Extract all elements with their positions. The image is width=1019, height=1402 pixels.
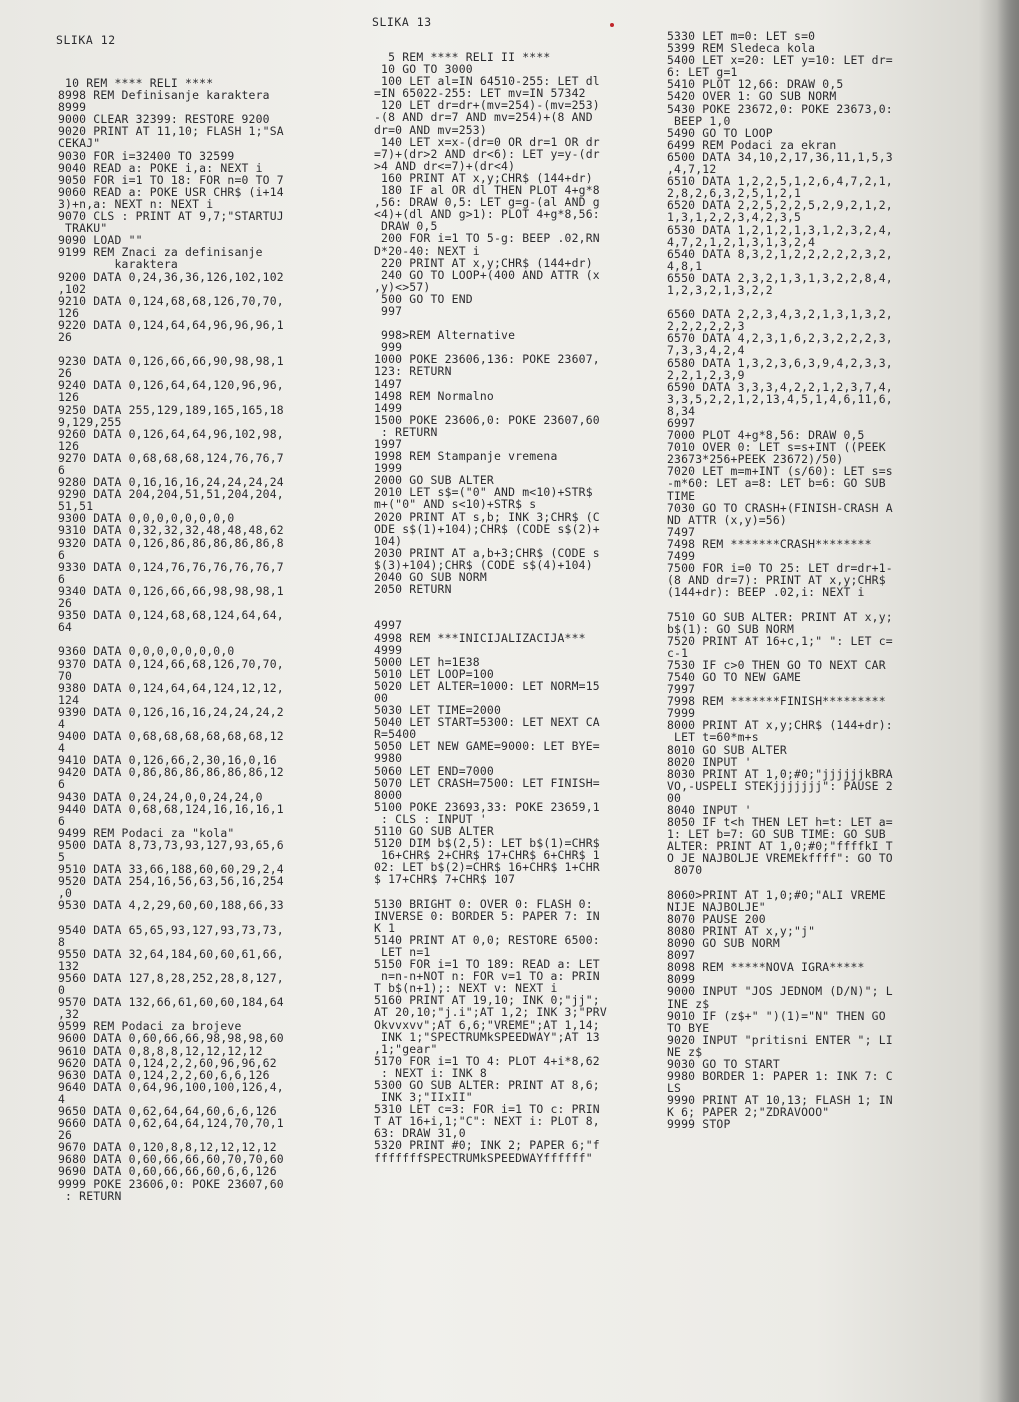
code-line: 6530 DATA 1,2,1,2,1,3,1,2,3,2,4, [667,222,893,237]
code-line: 9650 DATA 0,62,64,64,60,6,6,126 [58,1103,277,1118]
code-line: 9050 FOR i=1 TO 18: FOR n=0 TO 7 [58,172,284,187]
code-line: 9010 IF (z$+" ")(1)="N" THEN GO [667,1008,886,1023]
code-line: : CLS : INPUT ' [374,811,487,826]
code-line: 6550 DATA 2,3,2,1,3,1,3,2,2,8,4, [667,270,893,285]
code-line: : RETURN [58,1188,122,1203]
code-line: -m*60: LET a=8: LET b=6: GO SUB [667,476,886,491]
code-line: 9999 POKE 23606,0: POKE 23607,60 [58,1176,284,1191]
code-line: 9210 DATA 0,124,68,68,126,70,70, [58,293,284,308]
code-line: 180 IF al OR dl THEN PLOT 4+g*8 [374,183,600,198]
code-line: 8070 PAUSE 200 [667,911,766,926]
code-line: 9620 DATA 0,124,2,2,60,96,96,62 [58,1055,277,1070]
code-line: 9500 DATA 8,73,73,93,127,93,65,6 [58,837,284,852]
code-line: >4 AND dr<=7)+(dr<4) [374,158,516,173]
code-line: 5050 LET NEW GAME=9000: LET BYE= [374,739,600,754]
code-line: ,56: DRAW 0,5: LET g=g-(al AND g [374,195,600,210]
code-line: 23673*256+PEEK 23672)/50) [667,452,844,467]
code-line: O JE NAJBOLJE VREMEkffff": GO TO [667,851,893,866]
code-line: 9640 DATA 0,64,96,100,100,126,4, [58,1079,284,1094]
code-line: $ 17+CHR$ 7+CHR$ 107 [374,872,516,887]
code-line [58,911,284,923]
code-line: 7520 PRINT AT 16+c,1;" ": LET c= [667,633,893,648]
code-line: 9400 DATA 0,68,68,68,68,68,68,12 [58,729,284,744]
code-line: 7020 LET m=m+INT (s/60): LET s=s [667,464,893,479]
code-line: 8070 [667,863,703,878]
code-line: 5150 FOR i=1 TO 189: READ a: LET [374,957,600,972]
code-line: 1999 [374,461,403,476]
code-line: 9690 DATA 0,60,66,66,60,6,6,126 [58,1164,277,1179]
code-line: 7530 IF c>0 THEN GO TO NEXT CAR [667,657,886,672]
code-line: 4 [58,716,66,731]
code-line: 6540 DATA 8,3,2,1,2,2,2,2,2,3,2, [667,246,893,261]
code-line: 140 LET x=x-(dr=0 OR dr=1 OR dr [374,134,600,149]
code-line: 9320 DATA 0,126,86,86,86,86,86,8 [58,535,284,550]
code-line: INK 3;"IIxII" [374,1090,473,1105]
code-line: 8010 GO SUB ALTER [667,742,787,757]
code-line: 7,3,3,4,2,4 [667,343,745,358]
code-line: T AT 16+i,1;"C": NEXT i: PLOT 8, [374,1114,600,1129]
code-line: 64 [58,620,73,635]
code-line: 5060 LET END=7000 [374,763,494,778]
code-line: 6590 DATA 3,3,3,4,2,2,1,2,3,7,4, [667,379,893,394]
code-line: 1998 REM Stampanje vremena [374,449,558,464]
code-line: 5160 PRINT AT 19,10; INK 0;"jj"; [374,993,600,1008]
code-line: 4,7,2,1,2,1,3,1,3,2,4 [667,234,816,249]
code-line: 9540 DATA 65,65,93,127,93,73,73, [58,922,284,937]
code-line: 4997 [374,618,403,633]
code-line: 51,51 [58,499,94,514]
code-line: : RETURN [374,424,438,439]
code-line: 5300 GO SUB ALTER: PRINT AT 8,6; [374,1077,600,1092]
code-line: R=5400 [374,727,417,742]
code-line: ND ATTR (x,y)=56) [667,512,787,527]
code-line: 26 [58,366,73,381]
code-line: 123: RETURN [374,364,452,379]
code-line: 00 [667,790,682,805]
code-line: 7498 REM *******CRASH******** [667,536,872,551]
code-line: 9000 INPUT "JOS JEDNOM (D/N)"; L [667,984,893,999]
code-line: 4 [58,741,66,756]
code-line: b$(1): GO SUB NORM [667,621,795,636]
code-line: 9630 DATA 0,124,2,2,60,6,6,126 [58,1067,270,1082]
code-line: 8000 PRINT AT x,y;CHR$ (144+dr): [667,718,893,733]
code-line: CEKAJ" [58,136,101,151]
code-line: 4999 [374,642,403,657]
code-line: 3,3,5,2,2,1,2,13,4,5,1,4,6,11,6, [667,391,893,406]
code-line: 9560 DATA 127,8,28,252,28,8,127, [58,970,284,985]
code-line: 5310 LET c=3: FOR i=1 TO c: PRIN [374,1102,600,1117]
code-line: 8000 [374,787,403,802]
code-line: 1497 [374,376,403,391]
code-line: 5010 LET LOOP=100 [374,666,494,681]
code-line: 1499 [374,400,403,415]
code-line: 5120 DIM b$(2,5): LET b$(1)=CHR$ [374,836,600,851]
code-line: 2030 PRINT AT a,b+3;CHR$ (CODE s [374,545,600,560]
code-line: 240 GO TO LOOP+(400 AND ATTR (x [374,267,600,282]
code-line: ,4,7,12 [667,162,717,177]
code-line: 2,2,1,2,3,9 [667,367,745,382]
code-line: 1: LET b=7: GO SUB TIME: GO SUB [667,827,886,842]
code-line: 9300 DATA 0,0,0,0,0,0,0,0 [58,511,235,526]
code-line: 126 [58,438,80,453]
code-line: 9370 DATA 0,124,66,68,126,70,70, [58,656,284,671]
code-line: 9290 DATA 204,204,51,51,204,204, [58,487,284,502]
code-line: 9599 REM Podaci za brojeve [58,1019,242,1034]
code-line: 7010 OVER 0: LET s=s+INT ((PEEK [667,440,886,455]
code-line: 10 REM **** RELI **** [58,76,214,90]
code-line: 998>REM Alternative [374,328,516,343]
code-line: 9220 DATA 0,124,64,64,96,96,96,1 [58,317,284,332]
code-line: 5100 POKE 23693,33: POKE 23659,1 [374,799,600,814]
code-line: 1997 [374,437,403,451]
code-line: 9550 DATA 32,64,184,60,60,61,66, [58,946,284,961]
code-line: 9060 READ a: POKE USR CHR$ (i+14 [58,184,284,199]
code-line: BEEP 1,0 [667,113,731,128]
code-line: 8 [58,934,66,949]
code-line: m+("0" AND s<10)+STR$ s [374,497,537,512]
code-line: AT 20,10;"j.i";AT 1,2; INK 3;"PRV [374,1005,607,1020]
code-line [374,607,607,619]
code-line: c-1 [667,645,689,660]
code-line: 9280 DATA 0,16,16,16,24,24,24,24 [58,475,284,490]
code-line: 9330 DATA 0,124,76,76,76,76,76,7 [58,559,284,574]
code-line: 9030 FOR i=32400 TO 32599 [58,148,235,163]
code-line: 9520 DATA 254,16,56,63,56,16,254 [58,874,284,889]
code-line: 120 LET dr=dr+(mv=254)-(mv=253) [374,98,600,113]
code-line: fffffffSPECTRUMkSPEEDWAYffffff" [374,1150,593,1165]
code-line: 4,8,1 [667,258,703,273]
code-line: 9260 DATA 0,126,64,64,96,102,98, [58,426,284,441]
code-line: 5170 FOR i=1 TO 4: PLOT 4+i*8,62 [374,1053,600,1068]
code-line: 8050 IF t<h THEN LET h=t: LET a= [667,815,893,830]
code-line: ALTER: PRINT AT 1,0;#0;"ffffkI T [667,839,893,854]
code-line: 126 [58,305,80,320]
code-line: =IN 65022-255: LET mv=IN 57342 [374,86,586,101]
code-line: 1,2,3,2,1,3,2,2 [667,282,773,297]
code-line: 9090 LOAD "" [58,233,143,248]
code-line: 5430 POKE 23672,0: POKE 23673,0: [667,101,893,116]
code-line: 104) [374,533,403,548]
code-line: 5490 GO TO LOOP [667,125,773,140]
code-line: 7998 REM *******FINISH********* [667,694,886,709]
code-line: 7997 [667,682,696,697]
code-line: 63: DRAW 31,0 [374,1126,466,1141]
code-line: 9670 DATA 0,120,8,8,12,12,12,12 [58,1140,277,1155]
code-line: VO,-USPELI STEKjjjjjjj": PAUSE 2 [667,778,893,793]
code-line: 132 [58,958,80,973]
code-line: 9360 DATA 0,0,0,0,0,0,0,0 [58,644,235,659]
code-line: 00 [374,690,389,705]
code-line: TO BYE [667,1020,710,1035]
code-line: 8020 INPUT ' [667,754,752,769]
code-line: 9600 DATA 0,60,66,66,98,98,98,60 [58,1031,284,1046]
code-line: 9680 DATA 0,60,66,66,60,70,70,60 [58,1152,284,1167]
code-line: : NEXT i: INK 8 [374,1065,487,1080]
code-line: ,y)<>57) [374,279,431,294]
code-line: 26 [58,329,73,344]
code-line: ,1;"gear" [374,1041,438,1056]
code-line: 6510 DATA 1,2,2,5,1,2,6,4,7,2,1, [667,174,893,189]
code-line: ,102 [58,281,87,296]
code-line: 7499 [667,549,696,564]
code-line: 26 [58,1128,73,1143]
code-line: ODE s$(1)+104);CHR$ (CODE s$(2)+ [374,521,600,536]
code-line: n=n-n+NOT n: FOR v=1 TO a: PRIN [374,969,600,984]
code-line: INE z$ [667,996,710,1011]
code-line: 5110 GO SUB ALTER [374,824,494,838]
code-line: LS [667,1081,682,1096]
code-line: karaktera [58,257,178,272]
code-line: 6580 DATA 1,3,2,3,6,3,9,4,2,3,3, [667,355,893,370]
code-line: D*20-40: NEXT i [374,243,480,258]
code-line: INK 1;"SPECTRUMkSPEEDWAY";AT 13 [374,1029,600,1044]
code-line: 4 [58,1091,66,1106]
code-line: 6 [58,547,66,562]
code-line: 2040 GO SUB NORM [374,570,487,585]
code-line: 9,129,255 [58,414,122,429]
code-line: ,32 [58,1007,80,1022]
code-line: 7000 PLOT 4+g*8,56: DRAW 0,5 [667,428,865,443]
code-line: 2010 LET s$=("0" AND m<10)+STR$ [374,485,593,500]
code-line: 8998 REM Definisanje karaktera [58,88,270,103]
code-line: 8080 PRINT AT x,y;"j" [667,923,816,938]
code-line: INVERSE 0: BORDER 5: PAPER 7: IN [374,908,600,923]
code-line: 6: LET g=1 [667,65,738,80]
code-line [374,595,607,607]
code-line: 7540 GO TO NEW GAME [667,669,802,684]
code-line: 500 GO TO END [374,291,473,306]
code-line: 220 PRINT AT x,y;CHR$ (144+dr) [374,255,593,270]
code-line: 7500 FOR i=0 TO 25: LET dr=dr+1- [667,561,893,576]
code-line: dr=0 AND mv=253) [374,122,487,137]
code-line: 02: LET b$(2)=CHR$ 16+CHR$ 1+CHR [374,860,600,875]
code-line: 9380 DATA 0,124,64,64,124,12,12, [58,680,284,695]
code-line: =7)+(dr>2 AND dr<6): LET y=y-(dr [374,146,600,161]
code-line: 9530 DATA 4,2,29,60,60,188,66,33 [58,898,284,913]
ink-spot [610,23,614,27]
code-line: K 6; PAPER 2;"ZDRAVOOO" [667,1105,830,1120]
code-line: LET n=1 [374,944,431,959]
code-line: 5400 LET x=20: LET y=10: LET dr= [667,53,893,68]
code-line: 0 [58,983,66,998]
code-line: 9070 CLS : PRINT AT 9,7;"STARTUJ [58,209,284,224]
code-line: 9570 DATA 132,66,61,60,60,184,64 [58,995,284,1010]
code-line: 5070 LET CRASH=7500: LET FINISH= [374,775,600,790]
code-line: 9200 DATA 0,24,36,36,126,102,102 [58,269,284,284]
code-line: 8040 INPUT ' [667,803,752,817]
code-line: (144+dr): BEEP .02,i: NEXT i [667,585,865,600]
code-line: TIME [667,488,696,503]
code-line: 16+CHR$ 2+CHR$ 17+CHR$ 6+CHR$ 1 [374,848,600,863]
code-line: 200 FOR i=1 TO 5-g: BEEP .02,RN [374,231,600,246]
code-line: 9000 CLEAR 32399: RESTORE 9200 [58,112,270,127]
code-line: 9350 DATA 0,124,68,68,124,64,64, [58,608,284,623]
code-line: $(3)+104);CHR$ (CODE s$(4)+104) [374,557,593,572]
code-line: (8 AND dr=7): PRINT AT x,y;CHR$ [667,573,886,588]
code-line: 9430 DATA 0,24,24,0,0,24,24,0 [58,789,263,804]
code-line: 6 [58,813,66,828]
code-line: 9030 GO TO START [667,1056,780,1071]
code-line: 9250 DATA 255,129,189,165,165,18 [58,402,284,417]
code-line: 5410 PLOT 12,66: DRAW 0,5 [667,77,844,92]
code-line: 6 [58,463,66,477]
code-line: <4)+(dl AND g>1): PLOT 4+g*8,56: [374,207,600,222]
code-line: T b$(n+1);: NEXT v: NEXT i [374,981,558,996]
code-line: 8999 [58,100,87,115]
code-line: 9020 INPUT "pritisni ENTER "; LI [667,1032,893,1047]
code-line: 6560 DATA 2,2,3,4,3,2,1,3,1,3,2, [667,307,893,322]
code-line: 1,3,1,2,2,3,4,2,3,5 [667,210,802,225]
code-line: 9980 [374,751,403,766]
code-line: 7497 [667,524,696,539]
code-line: 9199 REM Znaci za definisanje [58,245,263,260]
code-line: 5030 LET TIME=2000 [374,703,502,718]
code-line: 160 PRINT AT x,y;CHR$ (144+dr) [374,170,593,185]
code-line: 9310 DATA 0,32,32,32,48,48,48,62 [58,523,284,538]
code-line: 5 [58,850,66,864]
code-line: 9610 DATA 0,8,8,8,12,12,12,12 [58,1043,263,1058]
code-line [667,877,893,889]
code-line: 1498 REM Normalno [374,388,494,403]
code-line: 997 [374,303,403,318]
code-line: 1000 POKE 23606,136: POKE 23607, [374,352,600,367]
code-line: 2020 PRINT AT s,b; INK 3;CHR$ (C [374,509,600,524]
code-line: Okvvxvv";AT 6,6;"VREME";AT 1,14; [374,1017,600,1032]
code-line: 6520 DATA 2,2,5,2,2,5,2,9,2,1,2, [667,198,893,213]
code-line: 8099 [667,972,696,987]
code-line: 9410 DATA 0,126,66,2,30,16,0,16 [58,753,277,768]
code-line: DRAW 0,5 [374,219,438,234]
code-line: 9270 DATA 0,68,68,68,124,76,76,7 [58,450,284,465]
code-line: 6 [58,571,66,586]
code-line: 9990 PRINT AT 10,13; FLASH 1; IN [667,1093,893,1108]
code-line: 9230 DATA 0,126,66,66,90,98,98,1 [58,354,284,369]
code-line: NE z$ [667,1044,703,1059]
code-line [374,885,607,897]
code-line: 100 LET al=IN 64510-255: LET dl [374,74,600,89]
code-line: 9999 STOP [667,1117,731,1132]
code-line: 5320 PRINT #0; INK 2; PAPER 6;"f [374,1138,600,1153]
code-line: 5130 BRIGHT 0: OVER 0: FLASH 0: [374,896,593,911]
code-line: 2000 GO SUB ALTER [374,473,494,488]
code-line: 9040 READ a: POKE i,a: NEXT i [58,160,263,175]
code-line: 6997 [667,416,696,430]
code-line: TRAKU" [58,221,108,236]
code-line: 9980 BORDER 1: PAPER 1: INK 7: C [667,1069,893,1084]
listing-column-middle [374,51,607,1164]
code-line: 5 REM **** RELI II **** [374,50,551,64]
code-line: 9240 DATA 0,126,64,64,120,96,96, [58,378,284,393]
code-line: 8098 REM *****NOVA IGRA***** [667,960,865,975]
listing-column-right [667,30,893,1131]
code-line: 9390 DATA 0,126,16,16,24,24,24,2 [58,704,284,719]
code-line: 9499 REM Podaci za "kola" [58,825,235,840]
code-line: 9660 DATA 0,62,64,64,124,70,70,1 [58,1116,284,1131]
code-line: 10 GO TO 3000 [374,62,473,77]
code-line: 126 [58,390,80,405]
code-line: 6499 REM Podaci za ekran [667,137,837,152]
code-line: 6 [58,777,66,792]
code-line: 9020 PRINT AT 11,10; FLASH 1;"SA [58,124,284,139]
code-line: 7030 GO TO CRASH+(FINISH-CRASH A [667,500,893,515]
code-line: K 1 [374,920,396,935]
code-line: 2,2,2,2,2,3 [667,319,745,334]
code-line: 5140 PRINT AT 0,0; RESTORE 6500: [374,932,600,947]
code-line: 9510 DATA 33,66,188,60,60,29,2,4 [58,862,284,877]
code-line: 3)+n,a: NEXT n: NEXT i [58,196,214,211]
code-line: LET t=60*m+s [667,730,759,745]
listing-column-left [58,77,284,1202]
code-line: 2050 RETURN [374,582,452,597]
code-line: 8060>PRINT AT 1,0;#0;"ALI VREME [667,887,886,902]
code-line: 5020 LET ALTER=1000: LET NORM=15 [374,678,600,693]
code-line: 1500 POKE 23606,0: POKE 23607,60 [374,412,600,427]
code-line: 2,8,2,6,3,2,5,1,2,1 [667,186,802,201]
code-line: 5399 REM Sledeca kola [667,41,816,56]
code-line: 8,34 [667,403,696,418]
code-line: 6570 DATA 4,2,3,1,6,2,3,2,2,2,3, [667,331,893,346]
code-line: NIJE NAJBOLJE" [667,899,766,914]
code-line: 4998 REM ***INICIJALIZACIJA*** [374,630,586,645]
code-line: 999 [374,340,403,355]
code-line: 9440 DATA 0,68,68,124,16,16,16,1 [58,801,284,816]
code-line: 8090 GO SUB NORM [667,936,780,951]
code-line: 6500 DATA 34,10,2,17,36,11,1,5,3 [667,149,893,164]
code-line: 7510 GO SUB ALTER: PRINT AT x,y; [667,609,893,624]
code-line: 26 [58,596,73,611]
code-line: 9420 DATA 0,86,86,86,86,86,86,12 [58,765,284,780]
code-line: ,0 [58,886,73,901]
code-line: -(8 AND dr=7 AND mv=254)+(8 AND [374,110,593,125]
figure-caption-middle: SLIKA 13 [372,15,432,29]
code-line: 8030 PRINT AT 1,0;#0;"jjjjjjkBRA [667,766,893,781]
code-line: 9340 DATA 0,126,66,66,98,98,98,1 [58,583,284,598]
code-line: 124 [58,692,80,707]
code-line: 5420 OVER 1: GO SUB NORM [667,89,837,104]
code-line: 70 [58,668,73,683]
code-line: 5330 LET m=0: LET s=0 [667,29,816,43]
code-line: 5040 LET START=5300: LET NEXT CA [374,715,600,730]
code-line: 8097 [667,948,696,963]
page-binding-shadow [997,0,1019,1402]
code-line [667,598,893,610]
figure-caption-left: SLIKA 12 [56,33,116,47]
code-line: 7999 [667,706,696,721]
code-line: 5000 LET h=1E38 [374,654,480,669]
